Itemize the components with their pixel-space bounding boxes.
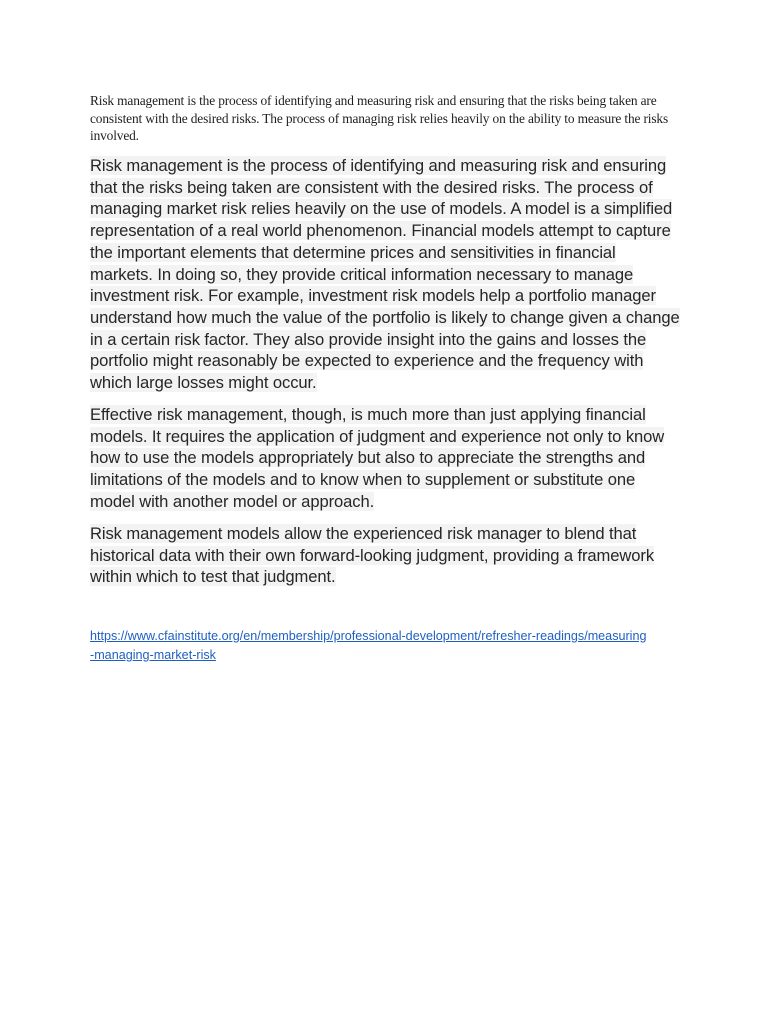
source-link[interactable]: https://www.cfainstitute.org/en/membership/professional-development/refresher-readings/measuring-managing-market-risk	[90, 629, 647, 662]
body-paragraph-3	[90, 523, 682, 588]
paragraph-2-text: Effective risk management, though, is much more than just applying financial models. It requires the application of judgment and experience not only to know how to use the models appropriately but also to appreciate the strengths and limitations of the models and to know when to supplement or substitute one model with another model or approach.	[90, 405, 665, 511]
body-paragraph-2	[90, 404, 682, 513]
paragraph-1-text: Risk management is the process of identifying and measuring risk and ensuring that the risks being taken are consistent with the desired risks. The process of managing market risk relies heavily on the use of models. A model is a simplified representation of a real world phenomenon. Financial models attempt to capture the important elements that determine prices and sensitivities in financial markets. In doing so, they provide critical information necessary to manage investment risk. For example, investment risk models help a portfolio manager understand how much the value of the portfolio is likely to change given a change in a certain risk factor. They also provide insight into the gains and losses the portfolio might reasonably be expected to experience and the frequency with which large losses might occur.	[90, 156, 680, 393]
body-paragraph-1	[90, 155, 682, 394]
intro-paragraph: Risk management is the process of identifying and measuring risk and ensuring that the risks being taken are consistent with the desired risks. The process of managing risk relies heavily on the ability to measure the risks involved.	[90, 93, 669, 143]
paragraph-3-text: Risk management models allow the experienced risk manager to blend that historical data with their own forward-looking judgment, providing a framework within which to test that judgment.	[90, 524, 655, 587]
